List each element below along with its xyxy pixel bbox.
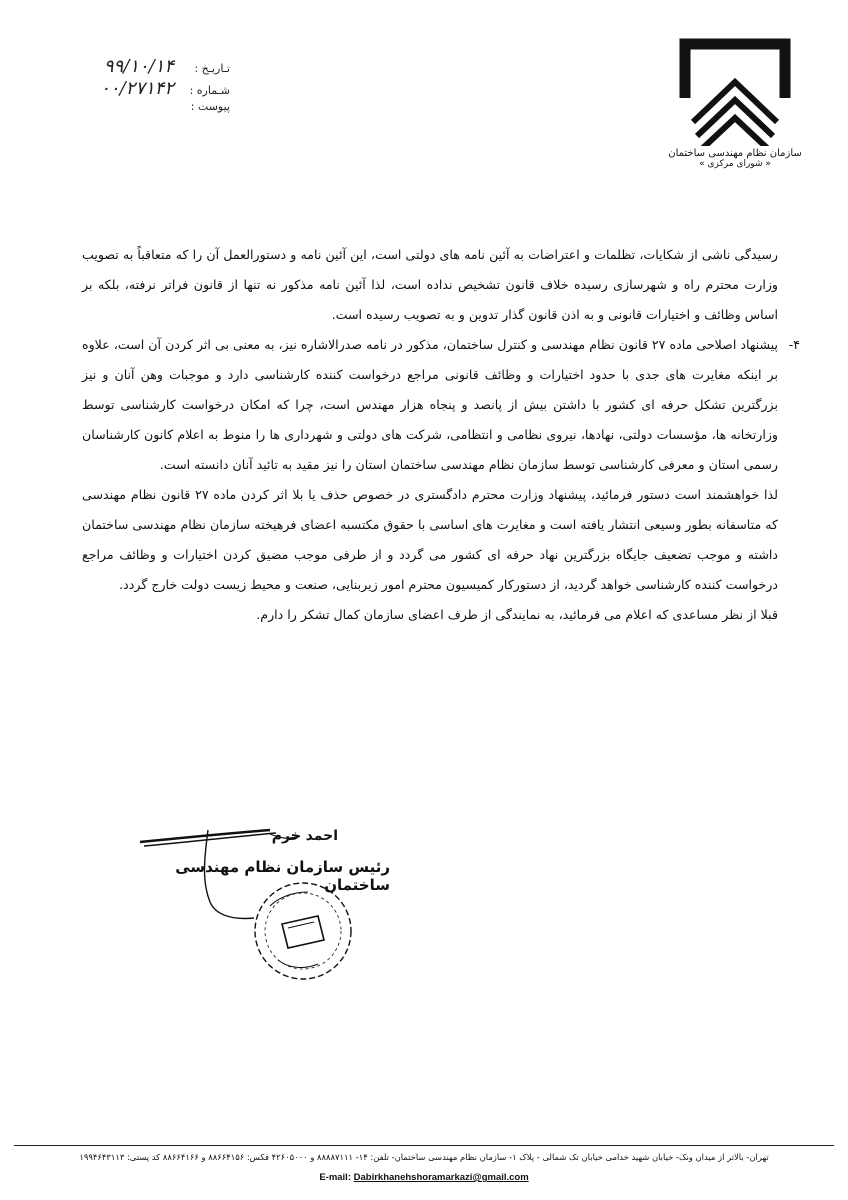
date-value: ۹۹/۱۰/۱۴ <box>103 56 174 77</box>
number-row <box>30 78 230 100</box>
email-link[interactable]: Dabirkhanehshoramarkazi@gmail.com <box>353 1172 529 1183</box>
footer-divider <box>14 1145 834 1146</box>
letter-body <box>82 240 800 630</box>
org-subtitle: « شورای مرکزی » <box>699 159 771 169</box>
item-text: پیشنهاد اصلاحی ماده ۲۷ قانون نظام مهندسی و کنترل ساختمان، مذکور در نامه صدرالاشاره نیز، به معنی بی اثر کردن آن است، علاوه بر اینکه مغایرت های جدی با حدود اختیارات و وظائف قانونی مراجع درخواست کننده کارشناسی دارد و موجبات وهن آنان و نیز بزرگترین تشکل حرفه ای کشور با داشتن بیش از پانصد و پنجاه هزار مهندس است، چرا که امکان درخواست کارشناسی توسط وزارتخانه ها، مؤسسات دولتی، نهادها، نیروی نظامی و انتظامی، شرکت های دولتی و شهرداری ها را منوط به اعلام کانون کارشناسان رسمی استان و معرفی کارشناسی توسط سازمان نظام مهندسی ساختمان استان را نیز مقید به تائید آنان دانسته است. <box>82 337 778 472</box>
date-label: تـاریـخ : <box>194 62 230 75</box>
attachment-label: پیوست : <box>190 100 230 113</box>
org-logo-icon <box>679 38 791 146</box>
signer-name: احمد خرم <box>271 828 338 844</box>
signer-title: رئیس سازمان نظام مهندسی ساختمان <box>175 858 390 894</box>
official-seal <box>248 876 358 986</box>
org-name: سازمان نظام مهندسی ساختمان <box>668 148 802 159</box>
letter-meta <box>30 56 230 122</box>
attachment-row <box>30 100 230 122</box>
email-label: E-mail: <box>319 1172 351 1183</box>
org-logo <box>660 38 810 169</box>
number-value: ۰۰/۲۷۱۴۲ <box>100 78 174 99</box>
closing-line: قبلا از نظر مساعدی که اعلام می فرمائید، به نمایندگی از طرف اعضای سازمان کمال تشکر را دارم. <box>256 607 778 622</box>
paragraph-continued: رسیدگی ناشی از شکایات، تظلمات و اعتراضات به آئین نامه های دولتی است، این آئین نامه و دستورالعمل آن را که متعاقباً به تصویب وزارت محترم راه و شهرسازی رسیده خلاف قانون تشخیص نداده است، لذا آئین نامه مذکور نه تنها از قانون فراتر نرفته، بلکه بر اساس وظائف و اختیارات قانونی و به اذن قانون گذار تدوین و به تصویب رسیده است. <box>82 247 778 322</box>
footer-address: تهران- بالاتر از میدان ونک- خیابان شهید خدامی خیابان تک شمالی - پلاک ۱- سازمان نظام مهندسی ساختمان- تلفن: ۱۴- ۸۸۸۸۷۱۱۱ و ۴۲۶۰۵۰۰۰ فکس: ۸۸۶۶۴۱۵۶ و ۸۸۶۶۴۱۶۶ کد پستی: ۱۹۹۴۶۴۳۱۱۳ <box>79 1152 769 1162</box>
date-row <box>30 56 230 78</box>
request-paragraph: لذا خواهشمند است دستور فرمائید، پیشنهاد وزارت محترم دادگستری در خصوص حذف یا بلا اثر کردن ماده ۲۷ قانون نظام مهندسی که متاسفانه بطور وسیعی انتشار یافته است و مغایرت های اساسی با حقوق مکتسبه اعضای فرهیخته سازمان نظام مهندسی ساختمان داشته و موجب تضعیف جایگاه بزرگترین نهاد حرفه ای کشور می گردد و از طرفی موجب مضیق کردن اختیارات و وظائف مراجع درخواست کننده کارشناسی خواهد گردید، از دستورکار کمیسیون محترم امور زیربنایی، صنعت و محیط زیست دولت خارج گردد. <box>82 487 778 592</box>
number-label: شـماره : <box>189 84 230 97</box>
numbered-item-4 <box>82 330 800 480</box>
item-number: ۴- <box>788 337 800 352</box>
footer-email <box>0 1172 848 1183</box>
